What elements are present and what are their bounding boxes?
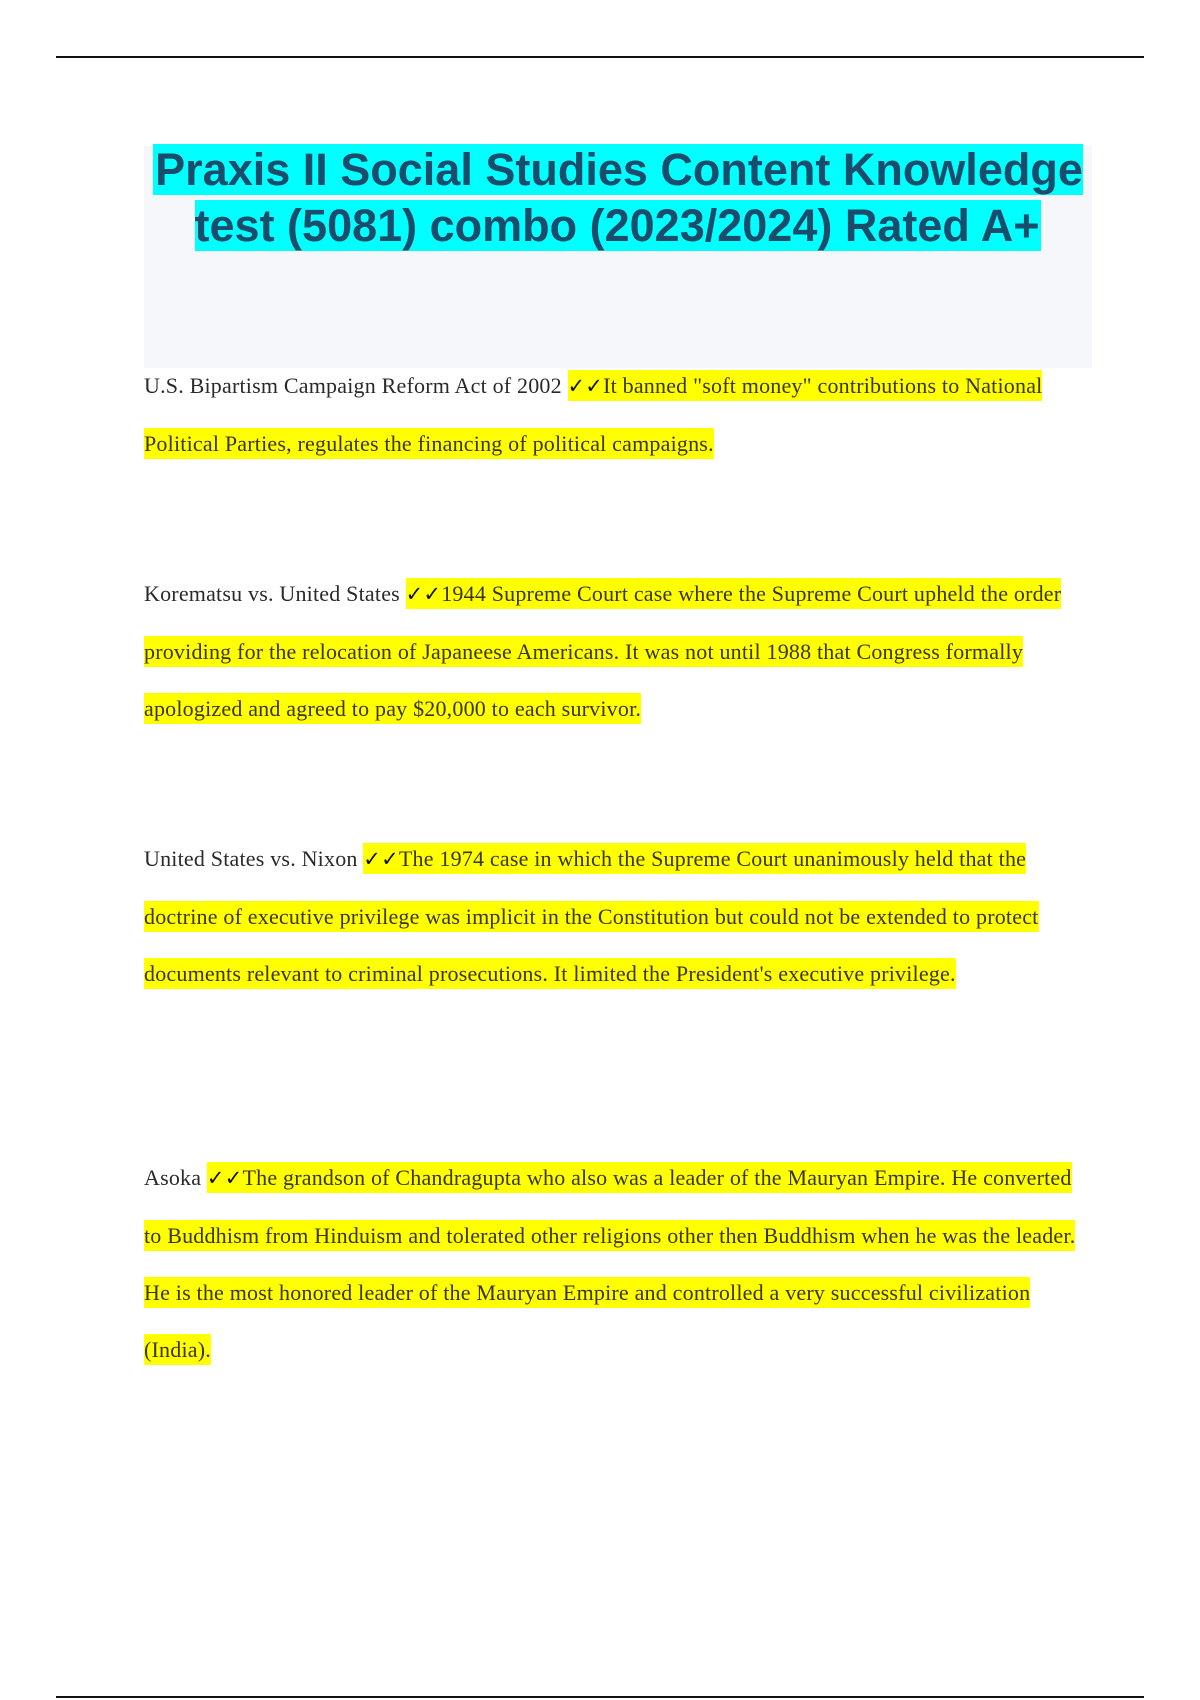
double-check-icon: ✓✓	[363, 847, 399, 871]
qa-item	[144, 565, 1088, 737]
qa-term: U.S. Bipartism Campaign Reform Act of 2002	[144, 373, 562, 398]
double-check-icon: ✓✓	[206, 1166, 243, 1190]
double-check-icon: ✓✓	[567, 374, 604, 398]
qa-item	[144, 357, 1088, 472]
qa-answer: The 1974 case in which the Supreme Court unanimously held that the doctrine of executive privilege was implicit in the Constitution but could not be extended to protect documents relevant to criminal prosecutions. It limited the President's executive privilege.	[144, 846, 1039, 986]
document-title-text: Praxis II Social Studies Content Knowledge test (5081) combo (2023/2024) Rated A+	[155, 144, 1083, 251]
top-rule	[56, 56, 1144, 58]
qa-term: United States vs. Nixon	[144, 846, 358, 871]
qa-answer-highlight	[144, 1162, 1075, 1365]
qa-term: Asoka	[144, 1165, 202, 1190]
bottom-rule	[56, 1696, 1144, 1698]
qa-term: Korematsu vs. United States	[144, 581, 400, 606]
qa-item	[144, 1149, 1088, 1378]
double-check-icon: ✓✓	[405, 582, 442, 606]
document-title	[144, 142, 1092, 254]
qa-item	[144, 830, 1088, 1002]
qa-answer: It banned "soft money" contributions to National Political Parties, regulates the financing of political campaigns.	[144, 373, 1043, 456]
qa-answer: The grandson of Chandragupta who also was a leader of the Mauryan Empire. He converted to Buddhism from Hinduism and tolerated other religions other then Buddhism when he was the leader. He is the most honored leader of the Mauryan Empire and controlled a very successful civilization (India).	[144, 1165, 1076, 1362]
qa-answer: 1944 Supreme Court case where the Supreme Court upheld the order providing for the relocation of Japaneese Americans. It was not until 1988 that Congress formally apologized and agreed to pay $20,000 to each survivor.	[144, 581, 1062, 721]
